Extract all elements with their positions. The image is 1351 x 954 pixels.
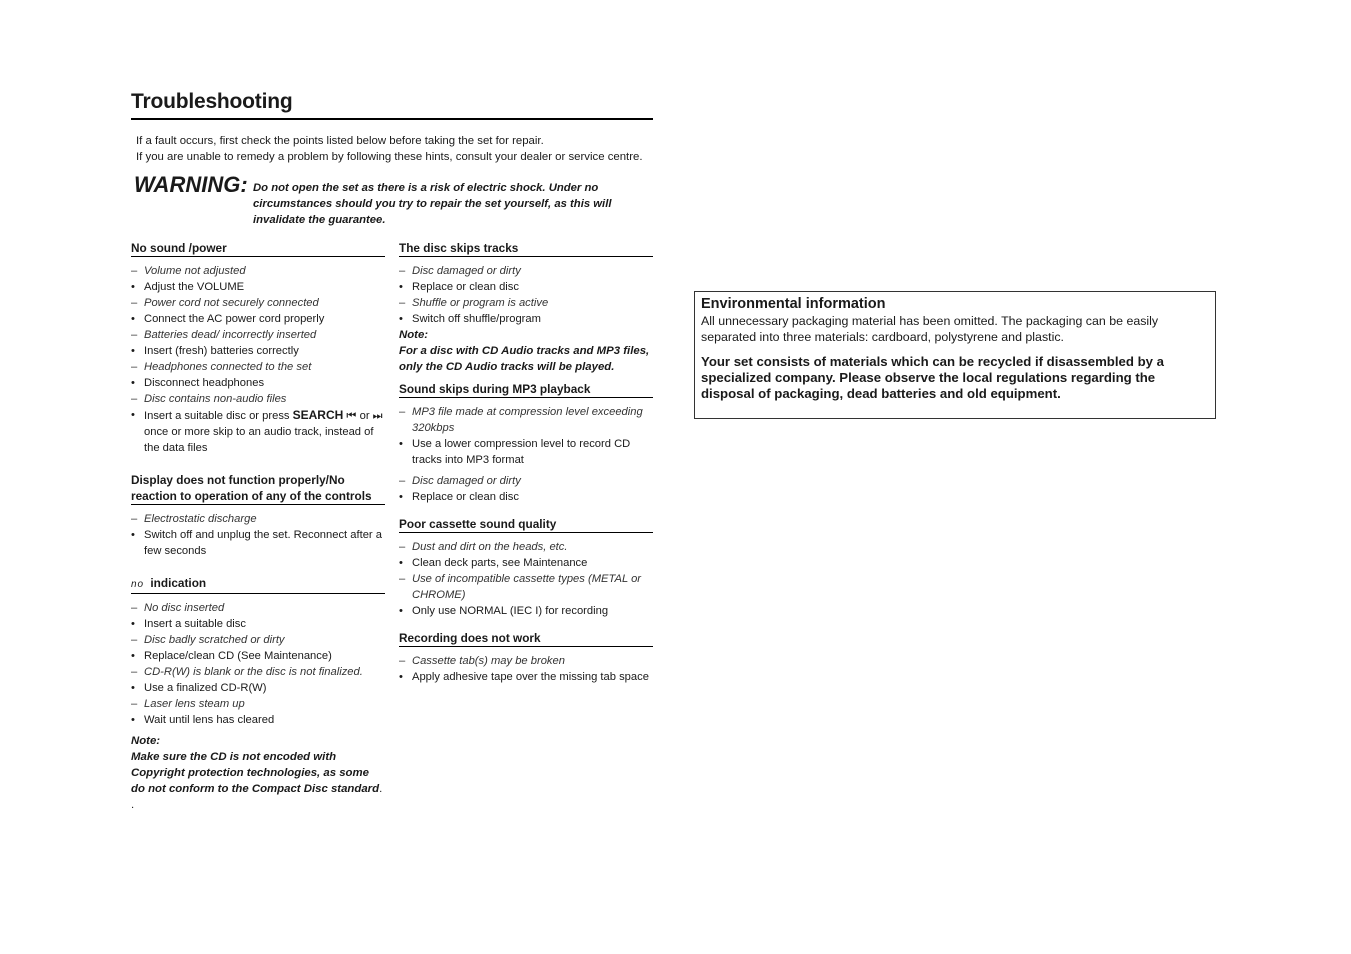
- section-heading: Sound skips during MP3 playback: [399, 381, 653, 398]
- dash-marker: –: [131, 265, 138, 277]
- environmental-info-box: [694, 291, 1216, 419]
- list-item: [131, 279, 385, 295]
- section-heading: Poor cassette sound quality: [399, 516, 653, 533]
- section-recording: [399, 630, 653, 685]
- item-list: [399, 404, 653, 468]
- intro: [136, 133, 656, 165]
- list-item: [399, 404, 653, 436]
- section-mp3: [399, 381, 653, 505]
- remedy-text: Adjust the VOLUME: [144, 281, 245, 293]
- item-list: [131, 407, 385, 456]
- bullet-marker: •: [131, 714, 135, 726]
- bullet-marker: •: [131, 281, 135, 293]
- bullet-marker: •: [131, 618, 135, 630]
- list-item: [399, 603, 653, 619]
- bullet-marker: •: [399, 557, 403, 569]
- environmental-info-text: All unnecessary packaging material has been omitted. The packaging can be easily separated into three materials: cardboard, polystyrene and plastic.: [701, 314, 1159, 344]
- list-item: • Insert a suitable disc or press SEARCH ⏮ or ⏭ once or more skip to an audio track, instead of the data files: [131, 408, 383, 454]
- bullet-marker: •: [399, 605, 403, 617]
- list-item: [131, 616, 385, 632]
- bullet-marker: •: [399, 313, 403, 325]
- list-item: [399, 539, 653, 555]
- list-item: [131, 511, 385, 527]
- dash-marker: –: [131, 513, 138, 525]
- remedy-text: Use a finalized CD-R(W): [144, 682, 267, 694]
- remedy-text: Only use NORMAL (IEC I) for recording: [412, 605, 609, 617]
- list-item: [399, 311, 653, 327]
- list-item: [131, 600, 385, 616]
- right-column: [399, 240, 653, 696]
- list-item: [399, 263, 653, 279]
- intro-line: If a fault occurs, first check the points listed below before taking the set for repair.: [136, 135, 544, 147]
- list-item: [131, 664, 385, 680]
- cause-text: Batteries dead/ incorrectly inserted: [144, 329, 317, 341]
- section-skips: [399, 240, 653, 375]
- remedy-text: Apply adhesive tape over the missing tab space: [412, 671, 649, 683]
- remedy-text: Wait until lens has cleared: [144, 714, 275, 726]
- page-title: Troubleshooting: [131, 88, 653, 120]
- bullet-marker: •: [399, 438, 403, 450]
- section-heading: No sound /power: [131, 240, 385, 257]
- item-list: [399, 653, 653, 685]
- remedy-text: Replace/clean CD (See Maintenance): [144, 650, 332, 662]
- cause-text: Dust and dirt on the heads, etc.: [412, 541, 568, 553]
- list-item: [131, 263, 385, 279]
- section-heading: Display does not function properly/No reaction to operation of any of the controls: [131, 472, 385, 505]
- list-item: [399, 669, 653, 685]
- remedy-text: Insert a suitable disc: [144, 618, 246, 630]
- list-item: [131, 375, 385, 391]
- dash-marker: –: [399, 655, 406, 667]
- item-list: [131, 511, 385, 559]
- list-item: [399, 571, 653, 603]
- bullet-marker: •: [131, 345, 135, 357]
- cause-text: Disc damaged or dirty: [412, 265, 521, 277]
- next-track-icon: ⏭: [372, 410, 383, 422]
- cause-text: Headphones connected to the set: [144, 361, 312, 373]
- list-item: [131, 343, 385, 359]
- list-item: [131, 696, 385, 712]
- left-column: [131, 240, 385, 824]
- dash-marker: –: [131, 634, 138, 646]
- bullet-marker: •: [131, 313, 135, 325]
- cause-text: MP3 file made at compression level exceeding 320kbps: [412, 406, 643, 434]
- list-item: [131, 712, 385, 728]
- cause-text: Disc damaged or dirty: [412, 475, 521, 487]
- dash-marker: –: [399, 265, 406, 277]
- section-heading: Recording does not work: [399, 630, 653, 647]
- dash-marker: –: [131, 393, 138, 405]
- intro-line: If you are unable to remedy a problem by following these hints, consult your dealer or service centre.: [136, 151, 643, 163]
- bullet-marker: •: [399, 491, 403, 503]
- dash-marker: –: [131, 329, 138, 341]
- remedy-text: Clean deck parts, see Maintenance: [412, 557, 588, 569]
- item-list: [131, 263, 385, 407]
- dash-marker: –: [131, 602, 138, 614]
- item-list: [399, 263, 653, 327]
- dash-marker: –: [399, 406, 406, 418]
- bullet-marker: •: [131, 529, 135, 541]
- remedy-text: Insert (fresh) batteries correctly: [144, 345, 299, 357]
- note-label: Note:: [131, 735, 161, 747]
- list-item: [131, 680, 385, 696]
- cause-text: Cassette tab(s) may be broken: [412, 655, 565, 667]
- list-item: [399, 473, 653, 489]
- bullet-marker: •: [131, 682, 135, 694]
- remedy-text: Switch off shuffle/program: [412, 313, 541, 325]
- list-item: [399, 279, 653, 295]
- cause-text: No disc inserted: [144, 602, 225, 614]
- list-item: [131, 527, 385, 559]
- environmental-info-title: Environmental information: [701, 296, 886, 312]
- dash-marker: –: [399, 541, 406, 553]
- bullet-marker: •: [131, 377, 135, 389]
- item-list: [399, 539, 653, 619]
- bullet-marker: •: [131, 409, 135, 421]
- dash-marker: –: [131, 361, 138, 373]
- item-list: [399, 473, 653, 505]
- section-no-sound: [131, 240, 385, 456]
- list-item: [131, 632, 385, 648]
- warning-text: Do not open the set as there is a risk of electric shock. Under no circumstances should you try to repair the set yourself, as this will invalidate the guarantee.: [253, 182, 612, 226]
- list-item: [131, 327, 385, 343]
- cause-text: CD-R(W) is blank or the disc is not finalized.: [144, 666, 363, 678]
- cause-text: Laser lens steam up: [144, 698, 245, 710]
- remedy-text: Replace or clean disc: [412, 491, 519, 503]
- section-cassette: [399, 516, 653, 619]
- environmental-info-notice: Your set consists of materials which can be recycled if disassembled by a specialized company. Please observe the local regulations regarding the disposal of packaging, dead batteries and old equipment.: [701, 354, 1164, 401]
- section-heading: no indication: [131, 575, 385, 594]
- previous-track-icon: ⏮: [346, 410, 357, 422]
- list-item: [131, 295, 385, 311]
- bullet-marker: •: [399, 281, 403, 293]
- dash-marker: –: [131, 297, 138, 309]
- dash-marker: –: [131, 666, 138, 678]
- list-item: [399, 295, 653, 311]
- section-display: [131, 472, 385, 559]
- dash-marker: –: [399, 573, 406, 585]
- section-heading: The disc skips tracks: [399, 240, 653, 257]
- remedy-text: Use a lower compression level to record CD tracks into MP3 format: [412, 438, 631, 466]
- remedy-text: Replace or clean disc: [412, 281, 519, 293]
- remedy-text: Switch off and unplug the set. Reconnect after a few seconds: [144, 529, 382, 557]
- bullet-marker: •: [399, 671, 403, 683]
- list-item: [131, 391, 385, 407]
- dash-marker: –: [399, 297, 406, 309]
- list-item: [131, 311, 385, 327]
- cause-text: Power cord not securely connected: [144, 297, 319, 309]
- note-text: For a disc with CD Audio tracks and MP3 files, only the CD Audio tracks will be played.: [399, 345, 650, 373]
- bullet-marker: •: [131, 650, 135, 662]
- remedy-text: Connect the AC power cord properly: [144, 313, 325, 325]
- cause-text: Disc contains non-audio files: [144, 393, 287, 405]
- cause-text: Shuffle or program is active: [412, 297, 549, 309]
- list-item: [399, 436, 653, 468]
- dash-marker: –: [131, 698, 138, 710]
- warning-label: WARNING:: [134, 172, 248, 197]
- list-item: [399, 653, 653, 669]
- list-item: [131, 648, 385, 664]
- search-key-label: SEARCH: [292, 408, 344, 422]
- cause-text: Volume not adjusted: [144, 265, 246, 277]
- list-item: [399, 555, 653, 571]
- cause-text: Use of incompatible cassette types (METAL or CHROME): [412, 573, 642, 601]
- note-label: Note:: [399, 329, 429, 341]
- list-item: [131, 359, 385, 375]
- cause-text: Disc badly scratched or dirty: [144, 634, 285, 646]
- cause-text: Electrostatic discharge: [144, 513, 257, 525]
- note-text: Make sure the CD is not encoded with Copyright protection technologies, as some do not conform to the Compact Disc standard. .: [131, 751, 383, 811]
- dash-marker: –: [399, 475, 406, 487]
- no-disc-display-icon: no: [131, 579, 145, 590]
- list-item: [399, 489, 653, 505]
- section-no-disc: [131, 575, 385, 813]
- remedy-text: Disconnect headphones: [144, 377, 265, 389]
- item-list: [131, 600, 385, 728]
